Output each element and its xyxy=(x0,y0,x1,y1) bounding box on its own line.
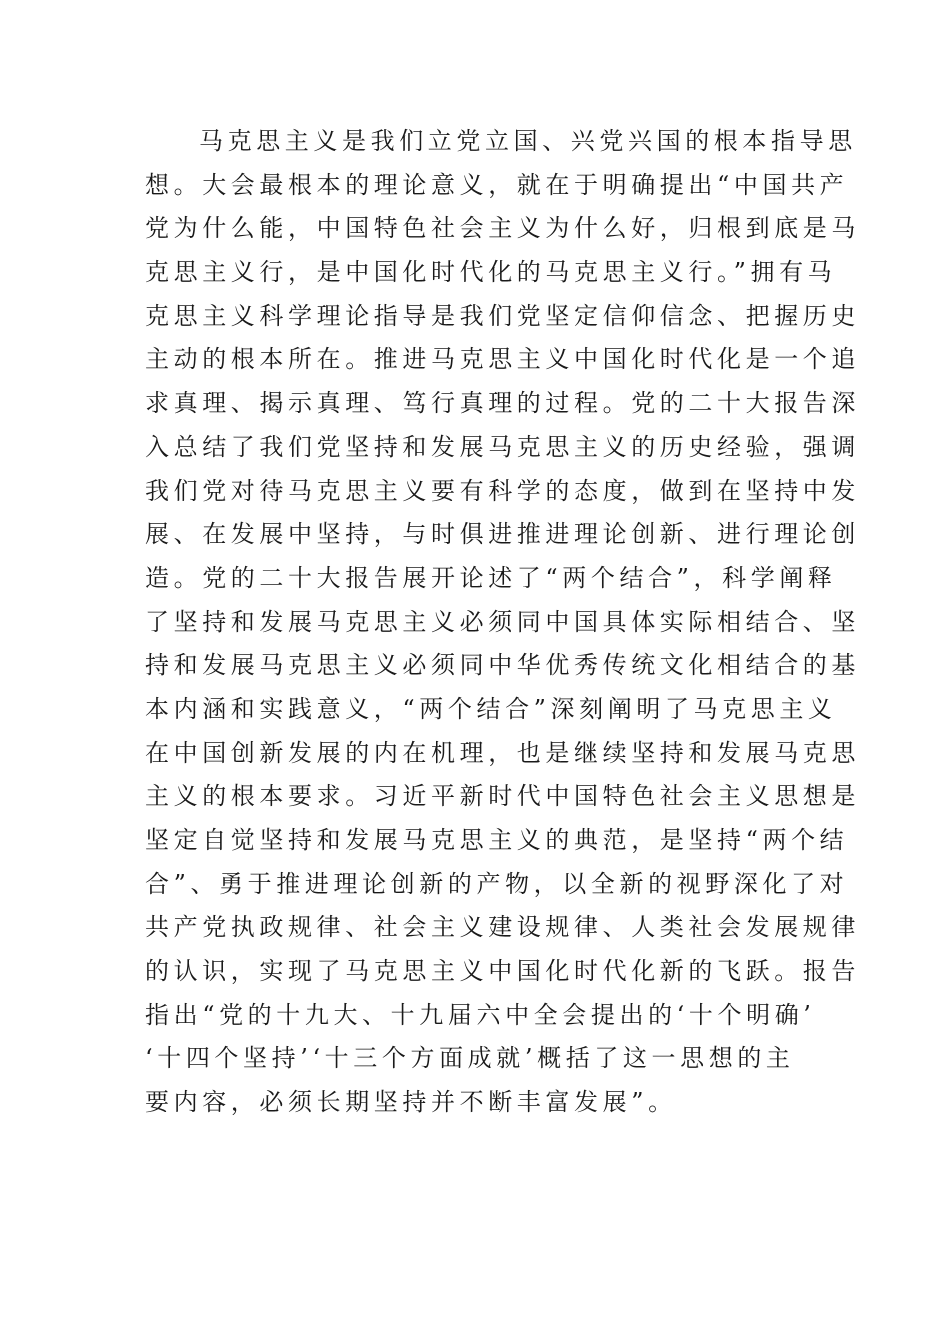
paragraph-line: 克思主义行，是中国化时代化的马克思主义行。”拥有马 xyxy=(145,258,837,287)
paragraph-line: 共产党执政规律、社会主义建设规律、人类社会发展规律 xyxy=(145,913,860,942)
body-paragraph xyxy=(145,120,860,1125)
paragraph-line: 本内涵和实践意义，“两个结合”深刻阐明了马克思主义 xyxy=(145,694,837,723)
paragraph-line: 想。大会最根本的理论意义，就在于明确提出“中国共产 xyxy=(145,170,849,199)
paragraph-line: 克思主义科学理论指导是我们党坚定信仰信念、把握历史 xyxy=(145,301,860,330)
paragraph-line: 我们党对待马克思主义要有科学的态度，做到在坚持中发 xyxy=(145,476,860,505)
paragraph-line: 造。党的二十大报告展开论述了“两个结合”，科学阐释 xyxy=(145,563,837,592)
paragraph-line: 主动的根本所在。推进马克思主义中国化时代化是一个追 xyxy=(145,345,860,374)
paragraph-line: 马克思主义是我们立党立国、兴党兴国的根本指导思 xyxy=(199,127,857,155)
paragraph-line: 坚定自觉坚持和发展马克思主义的典范，是坚持“两个结 xyxy=(145,826,849,854)
paragraph-line: 在中国创新发展的内在机理，也是继续坚持和发展马克思 xyxy=(145,738,860,767)
paragraph-line: 指出“党的十九大、十九届六中全会提出的‘十个明确’ xyxy=(145,1000,816,1029)
paragraph-line: 了坚持和发展马克思主义必须同中国具体实际相结合、坚 xyxy=(145,607,860,636)
paragraph-line: 入总结了我们党坚持和发展马克思主义的历史经验，强调 xyxy=(145,432,860,461)
paragraph-line: 党为什么能，中国特色社会主义为什么好，归根到底是马 xyxy=(145,214,860,243)
paragraph-line: ‘十四个坚持’‘十三个方面成就’概括了这一思想的主 xyxy=(145,1044,795,1073)
paragraph-line: 求真理、揭示真理、笃行真理的过程。党的二十大报告深 xyxy=(145,389,860,418)
paragraph-line: 的认识，实现了马克思主义中国化时代化新的飞跃。报告 xyxy=(145,957,860,986)
paragraph-line: 主义的根本要求。习近平新时代中国特色社会主义思想是 xyxy=(145,782,860,811)
paragraph-line: 展、在发展中坚持，与时俱进推进理论创新、进行理论创 xyxy=(145,520,860,549)
paragraph-line: 要内容，必须长期坚持并不断丰富发展”。 xyxy=(145,1088,677,1117)
paragraph-line: 持和发展马克思主义必须同中华优秀传统文化相结合的基 xyxy=(145,651,860,680)
paragraph-line: 合”、勇于推进理论创新的产物，以全新的视野深化了对 xyxy=(145,869,849,898)
